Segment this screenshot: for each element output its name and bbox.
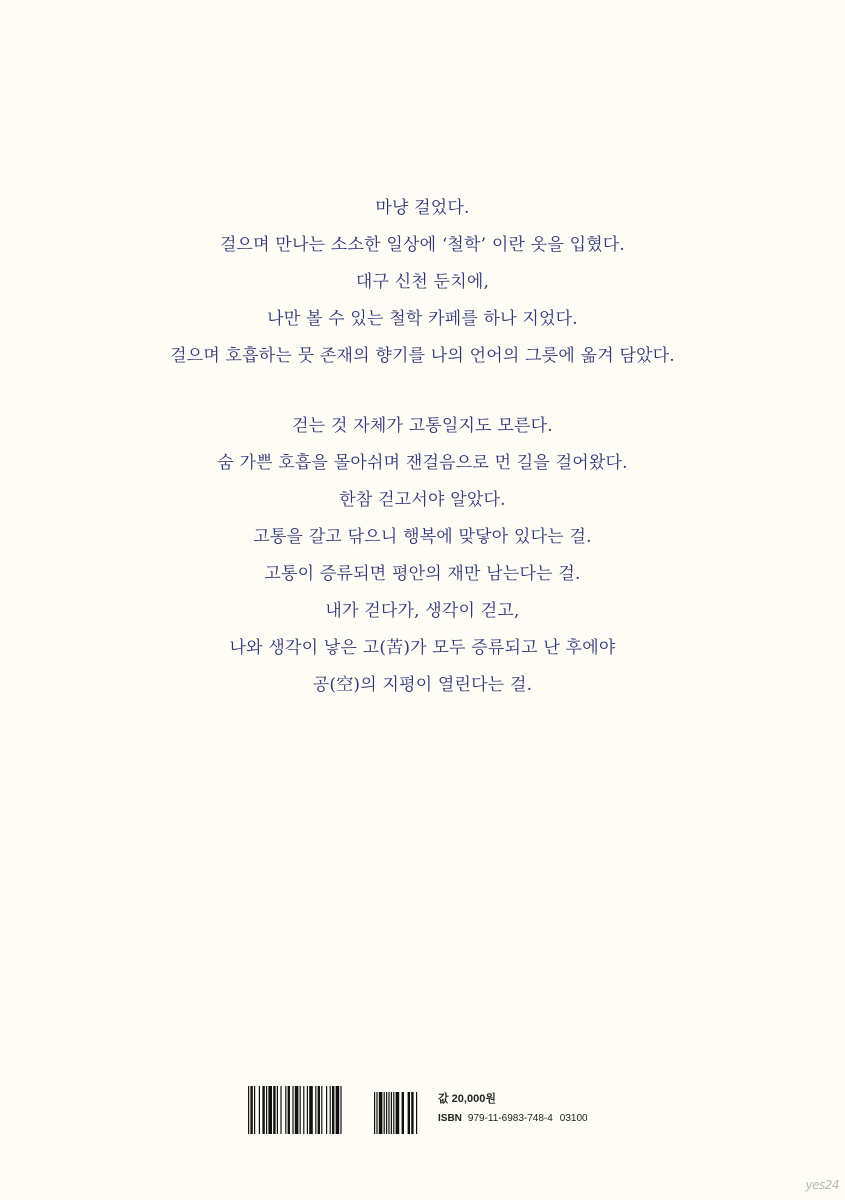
price-label: 값 20,000원 — [438, 1093, 496, 1105]
poem-line: 고통을 갈고 닦으니 행복에 맞닿아 있다는 걸. — [253, 527, 592, 547]
poem-line: 공(空)의 지평이 열린다는 걸. — [312, 675, 533, 695]
isbn-label: ISBN — [438, 1113, 462, 1124]
price-info — [438, 1091, 588, 1127]
poem-line: 걷는 것 자체가 고통일지도 모른다. — [292, 416, 553, 436]
poem-line: 마냥 걸었다. — [375, 198, 470, 218]
poem-stanza-1 — [0, 190, 845, 375]
poem-line: 한참 걷고서야 알았다. — [339, 490, 506, 510]
isbn-addon: 03100 — [559, 1113, 588, 1124]
poem-line: 숨 가쁜 호흡을 몰아쉬며 잰걸음으로 먼 길을 걸어왔다. — [217, 453, 628, 473]
isbn-number: 979-11-6983-748-4 — [467, 1113, 553, 1124]
watermark-logo: yes24 — [805, 1178, 839, 1192]
poem-line: 고통이 증류되면 평안의 재만 남는다는 걸. — [264, 564, 581, 584]
poem-line: 걸으며 만나는 소소한 일상에 ‘철학’ 이란 옷을 입혔다. — [219, 235, 626, 255]
poem-stanza-2 — [0, 408, 845, 704]
isbn-barcode-block — [246, 1086, 606, 1136]
poem-line: 내가 걷다가, 생각이 걷고, — [325, 601, 520, 621]
isbn-line — [438, 1111, 588, 1127]
poem-line: 걸으며 호흡하는 뭇 존재의 향기를 나의 언어의 그릇에 옮겨 담았다. — [170, 346, 675, 366]
poem-line: 나만 볼 수 있는 철학 카페를 하나 지었다. — [267, 309, 578, 329]
barcode-icon — [246, 1086, 431, 1136]
poem-line: 대구 신천 둔치에, — [355, 272, 490, 292]
poem-line: 나와 생각이 낳은 고(苦)가 모두 증류되고 난 후에야 — [229, 638, 616, 658]
